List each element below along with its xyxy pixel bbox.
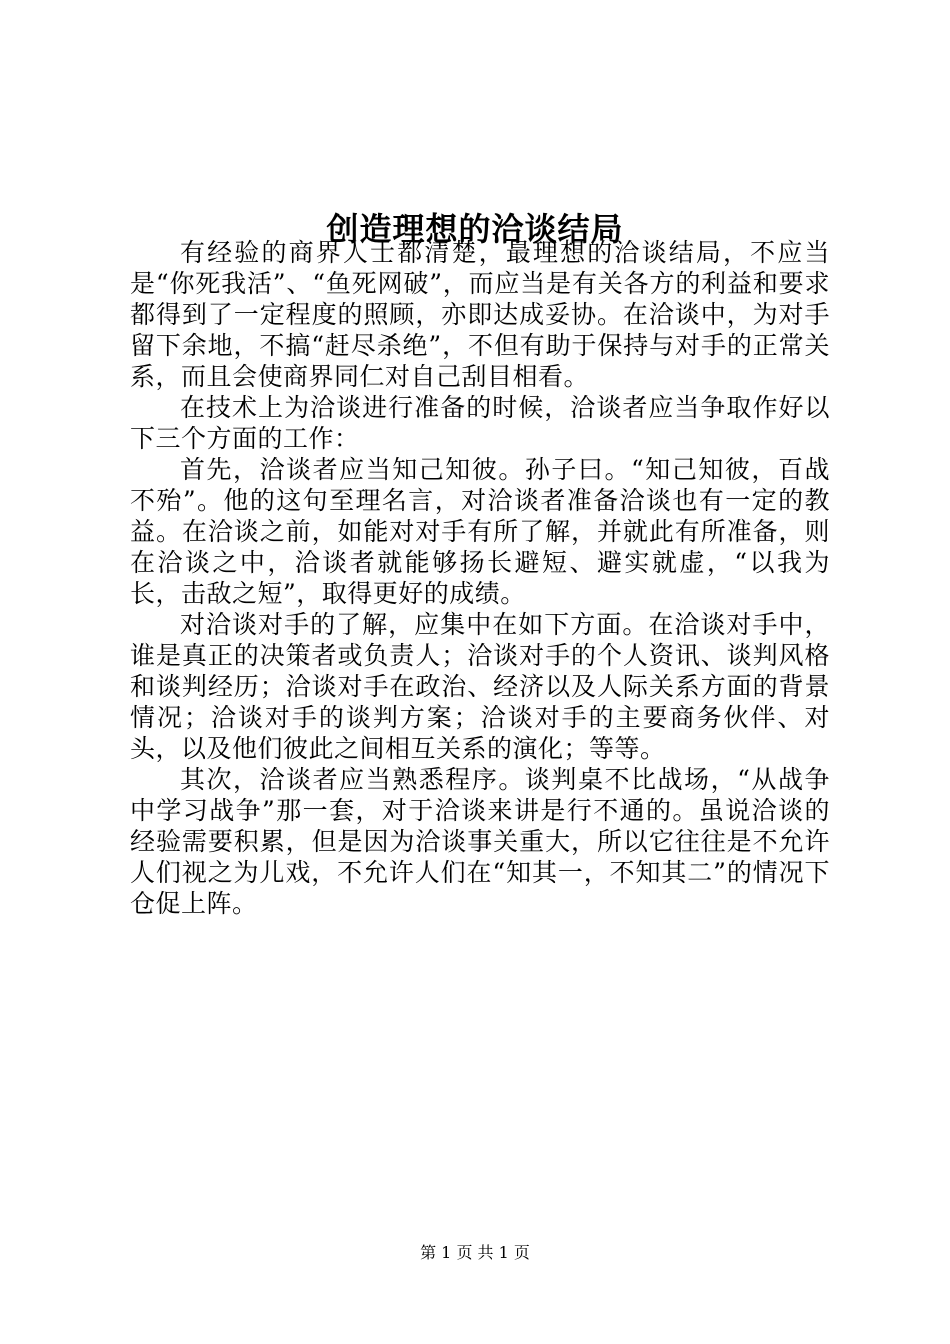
page-footer: 第 1 页 共 1 页 (420, 1243, 530, 1262)
paragraph-5: 其次，洽谈者应当熟悉程序。谈判桌不比战场，“从战争中学习战争”那一套，对于洽谈来讲是行不通的。虽说洽谈的经验需要积累，但是因为洽谈事关重大，所以它往往是不允许人们视之为儿戏，不允许人们在“知其一，不知其二”的情况下仓促上阵。 (130, 765, 830, 918)
paragraph-2: 在技术上为洽谈进行准备的时候，洽谈者应当争取作好以下三个方面的工作： (130, 393, 830, 453)
page-title: 创造理想的洽谈结局 (326, 210, 624, 249)
paragraph-4: 对洽谈对手的了解，应集中在如下方面。在洽谈对手中，谁是真正的决策者或负责人；洽谈对手的个人资讯、谈判风格和谈判经历；洽谈对手在政治、经济以及人际关系方面的背景情况；洽谈对手的谈判方案；洽谈对手的主要商务伙伴、对头，以及他们彼此之间相互关系的演化；等等。 (130, 610, 830, 763)
paragraph-1: 有经验的商界人士都清楚，最理想的洽谈结局，不应当是“你死我活”、“鱼死网破”，而应当是有关各方的利益和要求都得到了一定程度的照顾，亦即达成妥协。在洽谈中，为对手留下余地，不搞“赶尽杀绝”，不但有助于保持与对手的正常关系，而且会使商界同仁对自己刮目相看。 (130, 238, 830, 391)
document-body (130, 237, 830, 919)
paragraph-3: 首先，洽谈者应当知己知彼。孙子曰。“知己知彼，百战不殆”。他的这句至理名言，对洽谈者准备洽谈也有一定的教益。在洽谈之前，如能对对手有所了解，并就此有所准备，则在洽谈之中，洽谈者就能够扬长避短、避实就虚，“以我为长，击敌之短”，取得更好的成绩。 (130, 455, 830, 608)
